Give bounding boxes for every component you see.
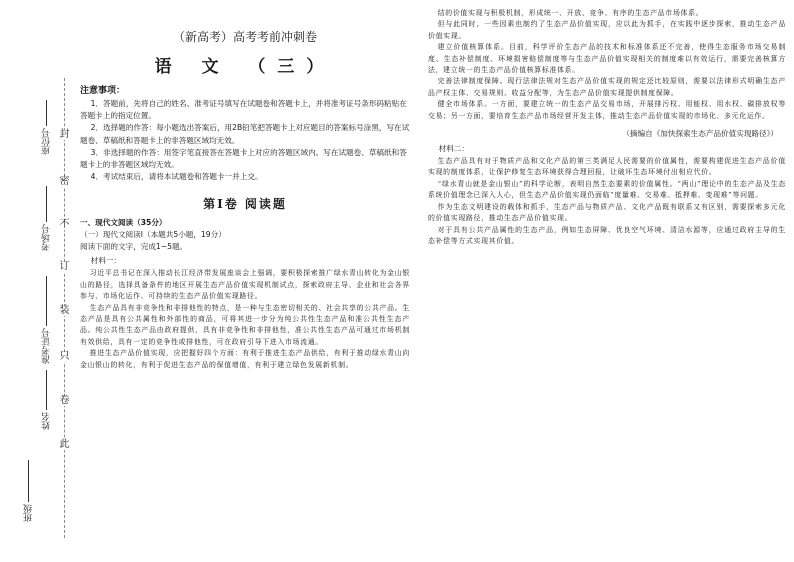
note-item: 3．非选择题的作答：用签字笔直接答在答题卡上对应的答题区域内。写在试题卷、草稿纸和答题卡上的非答题区域均无效。 <box>80 147 407 170</box>
cut-char: 订 <box>59 261 70 272</box>
body-paragraph: “绿水青山就是金山银山”的科学论断，表明自然生态要素的价值属性。“两山”理论中的生态产品及生态系统价值理念已深入人心，但生态产品价值实现仍面临“度量难、交易难、抵押难、变现难”等问题。 <box>428 179 786 200</box>
cut-char: 卷 <box>59 395 70 406</box>
exam-subtitle: （新高考）高考考前冲刺卷 <box>172 30 317 44</box>
material-label: 材料一： <box>90 256 121 266</box>
exam-title: 语 文 （三） <box>154 57 336 77</box>
exam-room-label: 考场号 <box>42 224 52 251</box>
material-label: 材料二： <box>438 144 469 154</box>
body-paragraph: 生态产品具有对于物质产品和文化产品的第三类满足人民需要的价值属性，需要构建促进生态产品价值实现的制度体系，让保护修复生态环境获得合理回报，让破坏生态环境付出相应代价。 <box>428 157 786 177</box>
cut-char: 装 <box>59 305 70 316</box>
note-item: 4．考试结束后，请将本试题卷和答题卡一并上交。 <box>90 172 263 182</box>
body-paragraph: 作为生态文明建设的载体和抓手，生态产品与物质产品、文化产品既有联系又有区别，需要探索多元化的价值实现路径，推动生态产品价值实现。 <box>428 202 786 223</box>
left-column <box>80 30 410 371</box>
admission-number-line[interactable] <box>46 276 47 326</box>
subsection-heading: （一）现代文阅读Ⅰ（本题共5小题，19分） <box>80 230 226 240</box>
body-paragraph: 习近平总书记在深入推动长江经济带发展座谈会上强调，要积极探索推广绿水青山转化为金山银山的路径，选择具备条件的地区开展生态产品价值实现机制试点，探索政府主导、企业和社会各界参与、市场化运作、可持续的生态产品价值实现路径。 <box>80 269 410 301</box>
cut-char: 不 <box>59 219 70 230</box>
section-heading: 一、现代文阅读（35分） <box>80 218 167 228</box>
cut-char: 封 <box>59 129 70 140</box>
name-label: 姓名 <box>42 412 52 430</box>
source-citation: （摘编自《加快探索生态产品价值实现路径》） <box>622 129 778 139</box>
note-item: 2．选择题的作答：每小题选出答案后，用2B铅笔把答题卡上对应题目的答案标号涂黑，写在试题卷、草稿纸和答题卡上的非答题区域均无效。 <box>80 123 410 145</box>
body-paragraph: 完善法律制度保障。现行法律法规对生态产品价值实现的规定还比较原则，需要以法律形式明确生态产品产权主体、交易规则、收益分配等，为生态产品价值实现提供制度保障。 <box>428 77 786 97</box>
body-paragraph: 健全市场体系。一方面，要建立统一的生态产品交易市场，开展排污权、用能权、用水权、碳排放权等交易；另一方面，要培育生态产品市场经营开发主体，推动生态产品价值实现的市场化、多元化运作。 <box>428 100 786 120</box>
body-paragraph: 推进生态产品价值实现，应把握好四个方面：有利于推进生态产品供给，有利于推动绿水青山向金山银山的转化，有利于促进生态产品的保值增值，有利于建立绿色发展新机制。 <box>80 349 410 369</box>
body-paragraph: 结的价值实现与积极机制，形成统一、开放、竞争、有序的生态产品市场体系。 <box>437 9 704 17</box>
class-label: 班级 <box>24 504 34 522</box>
note-item: 1．答题前，先将自己的姓名、准考证号填写在试题卷和答题卡上，并将准考证号条形码粘贴在答题卡上的指定位置。 <box>80 99 407 121</box>
name-line[interactable] <box>46 370 47 410</box>
instruction: 阅读下面的文字，完成1~5题。 <box>80 242 188 252</box>
seat-number-label: 座位号 <box>42 128 52 155</box>
body-paragraph: 建立价值核算体系。目前，科学评价生态产品的技术和标准体系还不完善，使得生态服务市场交易制度、生态补偿制度、环境损害赔偿制度等与生态产品价值实现相关的制度难以有效运行，需要完善核算方法，建立统一的生态产品价值核算标准体系。 <box>428 43 786 75</box>
body-paragraph: 生态产品具有非竞争性和非排他性的特点，是一种与生态密切相关的、社会共享的公共产品。生态产品是具有公共属性和外部性的商品，可将其进一步分为纯公共性生态产品和准公共性生态产品。纯公共性生态产品由政府提供，具有非竞争性和非排他性，准公共性生态产品可通过市场机制有效供给，具有一定的竞争性或排他性，可在政府引导下进入市场流通。 <box>80 303 410 346</box>
notes-heading: 注意事项： <box>80 86 126 96</box>
right-column <box>428 8 786 247</box>
cut-char: 只 <box>59 351 70 362</box>
part-title: 第Ⅰ卷 阅读题 <box>203 197 287 212</box>
exam-room-line[interactable] <box>46 186 47 222</box>
seat-number-line[interactable] <box>46 100 47 126</box>
class-line[interactable] <box>28 460 29 502</box>
cut-char: 密 <box>59 176 70 187</box>
body-paragraph: 但与此同时，一些因素也制约了生态产品价值实现，应以此为抓手，在实践中逐步探索，推动生态产品价值实现。 <box>428 20 786 40</box>
binding-margin <box>0 0 74 562</box>
cut-char: 此 <box>59 439 70 450</box>
admission-number-label: 准考证号 <box>42 328 52 364</box>
body-paragraph: 对于具有公共产品属性的生态产品，例如生态屏障、优良空气环境、清洁水源等，应通过政府主导的生态补偿等方式实现其价值。 <box>428 225 786 245</box>
